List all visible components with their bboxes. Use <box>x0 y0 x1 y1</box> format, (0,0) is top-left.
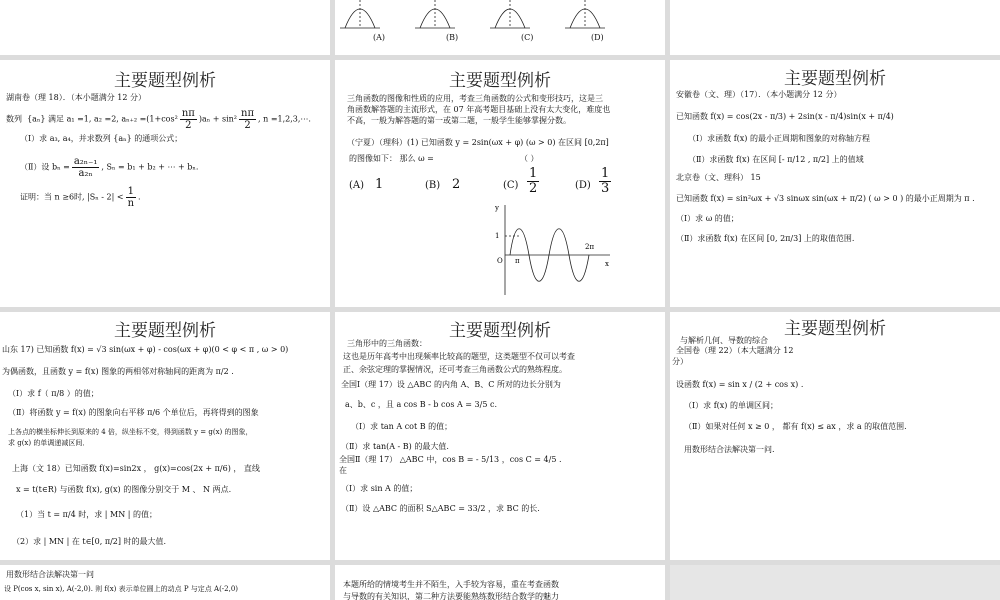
combo-source: 全国卷（理 22）（本大题满分 12 <box>676 346 794 355</box>
anhui-part-two: （Ⅱ）求函数 f(x) 在区间 [- π/12 , π/2] 上的值域 <box>688 155 864 164</box>
national-two-part-one: （Ⅰ）求 sin A 的值； <box>341 484 418 493</box>
part-one: （Ⅰ）求 a₃, a₄，并求数列 {aₙ} 的通项公式； <box>20 134 183 143</box>
slide-title: 主要题型例析 <box>114 321 216 341</box>
graph-label-b: (B) <box>446 33 459 42</box>
national-two-source: 全国Ⅱ（理 17） △ABC 中，cos B = - 5/13 ，cos C = 4/5 . <box>339 455 562 464</box>
slide-trig-graph <box>335 60 665 307</box>
combo-source-cont: 分） <box>672 357 688 366</box>
national-one-source: 全国Ⅰ（理 17）设 △ABC 的内角 A、B、C 所对的边长分别为 <box>341 380 561 389</box>
national-one-part-one: （Ⅰ）求 tan A cot B 的值； <box>351 422 453 431</box>
shanghai-function: 上海（文 18）已知函数 f(x)=sin2x ， g(x)=cos(2x + π/6) ， 直线 <box>12 464 260 473</box>
part-two: （Ⅱ）设 bₙ = $\frac{\text{a₂ₙ₋₁}}{\text{a₂ₙ}}$ , Sₙ = b₁ + b₂ + ⋯ + bₙ. <box>20 156 199 179</box>
question-line-2: 的图像如下： 那么 ω = <box>349 154 434 163</box>
combo-part-two: （Ⅱ）如果对任何 x ≥ 0 ， 都有 f(x) ≤ ax ，求 a 的取值范围. <box>684 422 907 431</box>
combo-heading: 与解析几何、导数的综合 <box>680 336 768 345</box>
slide-title: 主要题型例析 <box>449 71 551 91</box>
slide-analytic-derivative <box>670 312 1000 560</box>
question-line-1: （宁夏）（理科）(1) 已知函数 y = 2sin(ωx + φ) (ω > 0) 在区间 [0,2π] <box>347 138 609 147</box>
graph-two-pi-label: 2π <box>585 243 595 251</box>
shandong-part-one: （Ⅰ）求 f（ π/8 ）的值； <box>8 389 99 398</box>
beijing-function: 已知函数 f(x) = sin²ωx + √3 sinωx sin(ωx + π/2) ( ω > 0 ) 的最小正周期为 π . <box>676 194 975 203</box>
intro-line-2: 角函数解答题的主流形式，在 07 年高考题目基础上没有太大变化，难度也 <box>347 105 611 114</box>
slide-title: 主要题型例析 <box>784 319 886 339</box>
slide-bottom-left <box>0 565 330 600</box>
anhui-part-one: （Ⅰ）求函数 f(x) 的最小正周期和图象的对称轴方程 <box>688 134 870 143</box>
national-one-part-two: （Ⅱ）求 tan(A - B) 的最大值. <box>341 442 449 451</box>
beijing-source: 北京卷（文、理科） 15 <box>676 173 761 182</box>
slide-triangle-trig <box>335 312 665 560</box>
national-two-in: 在 <box>339 466 347 475</box>
shandong-part-two-cont: 上各点的横坐标伸长到原来的 4 倍，纵坐标不变，得到函数 y = g(x) 的图象， <box>8 428 253 436</box>
beijing-part-one: （Ⅰ）求 ω 的值； <box>676 214 739 223</box>
slide-top-right <box>670 0 1000 55</box>
graph-label-c: (C) <box>521 33 534 42</box>
graph-y-label: y <box>495 204 499 212</box>
slide-shandong-shanghai <box>0 312 330 560</box>
sequence-definition: 数列 {aₙ} 满足 a₁ =1, a₂ =2, aₙ₊₂ =(1+cos² $\frac{n\pi}{2}$ )aₙ + sin² $\frac{n\pi}{2}$ , n =1,2,3,⋯. <box>6 108 311 131</box>
option-b-label: (B) <box>425 180 441 191</box>
slide-bottom-right <box>670 565 1000 600</box>
intro-line-3: 不高，一般为解答题的第一或第二题，一般学生能够掌握分数。 <box>347 116 571 125</box>
slide-top-left <box>0 0 330 55</box>
slide-title: 主要题型例析 <box>449 321 551 341</box>
graph-origin-label: O <box>497 257 503 265</box>
option-a-label: (A) <box>349 180 365 191</box>
problem-source: 湖南卷（理 18）．（本小题满分 12 分） <box>6 93 146 102</box>
bottom-center-line-1: 本题所给的情境考生并不陌生，入手较为容易，重在考查函数 <box>343 580 559 589</box>
national-one-condition: a、b、c ，且 a cos B - b cos A = 3/5 c. <box>345 400 497 409</box>
anhui-function: 已知函数 f(x) = cos(2x - π/3) + 2sin(x - π/4)sin(x + π/4) <box>676 112 894 121</box>
graph-one-label: 1 <box>495 232 500 240</box>
slide-bottom-center <box>335 565 665 600</box>
proof-statement: 证明：当 n ≥6时, |Sₙ - 2| < $\frac{1}{n}$ . <box>20 186 141 209</box>
graph-x-label: x <box>605 260 609 268</box>
national-two-part-two: （Ⅱ）设 △ABC 的面积 S△ABC = 33/2 ，求 BC 的长. <box>341 504 540 513</box>
option-a-value: 1 <box>375 177 384 192</box>
shandong-part-two-end: 求 g(x) 的单调递减区间． <box>8 439 90 447</box>
shanghai-part-two: （2）求 | MN | 在 t∈[0, π/2] 时的最大值. <box>12 537 167 546</box>
answer-paren: （ ） <box>520 154 539 163</box>
graph-pi-label: π <box>515 257 520 265</box>
shanghai-part-one: （1）当 t = π/4 时，求 | MN | 的值； <box>16 510 157 519</box>
option-d-label: (D) <box>575 180 591 191</box>
combo-part-one: （Ⅰ）求 f(x) 的单调区间； <box>684 401 778 410</box>
intro-line-1: 三角函数的图像和性质的应用，考查三角函数的公式和变形技巧，这是三 <box>347 94 603 103</box>
triangle-intro-2: 正、余弦定理的掌握情况，还可考查三角函数公式的熟练程度。 <box>343 365 567 374</box>
slide-hunan <box>0 60 330 307</box>
answer-graphs <box>335 0 665 55</box>
bottom-left-line-1: 用数形结合法解决第一问 <box>6 570 94 579</box>
triangle-intro-1: 这也是历年高考中出现频率比较高的题型，这类题型不仅可以考查 <box>343 352 575 361</box>
slide-title: 主要题型例析 <box>114 71 216 91</box>
slide-title: 主要题型例析 <box>784 69 886 89</box>
anhui-source: 安徽卷（文、理）（17）．（本小题满分 12 分） <box>676 90 842 99</box>
bottom-left-line-2: 设 P(cos x, sin x), A(-2,0). 则 f(x) 表示单位圆上的动点 P 与定点 A(-2,0) <box>4 585 239 593</box>
shandong-condition: 为偶函数，且函数 y = f(x) 图象的两相邻对称轴间的距离为 π/2 . <box>2 367 234 376</box>
graph-label-d: (D) <box>591 33 604 42</box>
option-c-value: $\frac{1}{2}$ <box>529 166 538 197</box>
combo-method: 用数形结合法解决第一问. <box>684 445 775 454</box>
option-d-value: $\frac{1}{3}$ <box>601 166 610 197</box>
shanghai-intersect: x = t(t∈R) 与函数 f(x), g(x) 的图像分别交于 M 、 N 两点. <box>16 485 232 494</box>
triangle-heading: 三角形中的三角函数： <box>347 339 427 348</box>
option-b-value: 2 <box>452 177 461 192</box>
shandong-function: 山东 17) 已知函数 f(x) = √3 sin(ωx + φ) - cos(ωx + φ)(0 < φ < π , ω > 0) <box>2 345 289 354</box>
shandong-part-two: （Ⅱ）将函数 y = f(x) 的图象向右平移 π/6 个单位后，再将得到的图象 <box>8 408 259 417</box>
slide-anhui-beijing <box>670 60 1000 307</box>
beijing-part-two: （Ⅱ）求函数 f(x) 在区间 [0, 2π/3] 上的取值范围. <box>676 234 855 243</box>
sine-graph <box>485 200 615 300</box>
graph-label-a: (A) <box>373 33 386 42</box>
combo-function: 设函数 f(x) = sin x / (2 + cos x) . <box>676 380 804 389</box>
slide-top-center <box>335 0 665 55</box>
bottom-center-line-2: 与导数的有关知识，第二种方法要能熟练数形结合数学的魅力 <box>343 592 559 600</box>
option-c-label: (C) <box>503 180 519 191</box>
